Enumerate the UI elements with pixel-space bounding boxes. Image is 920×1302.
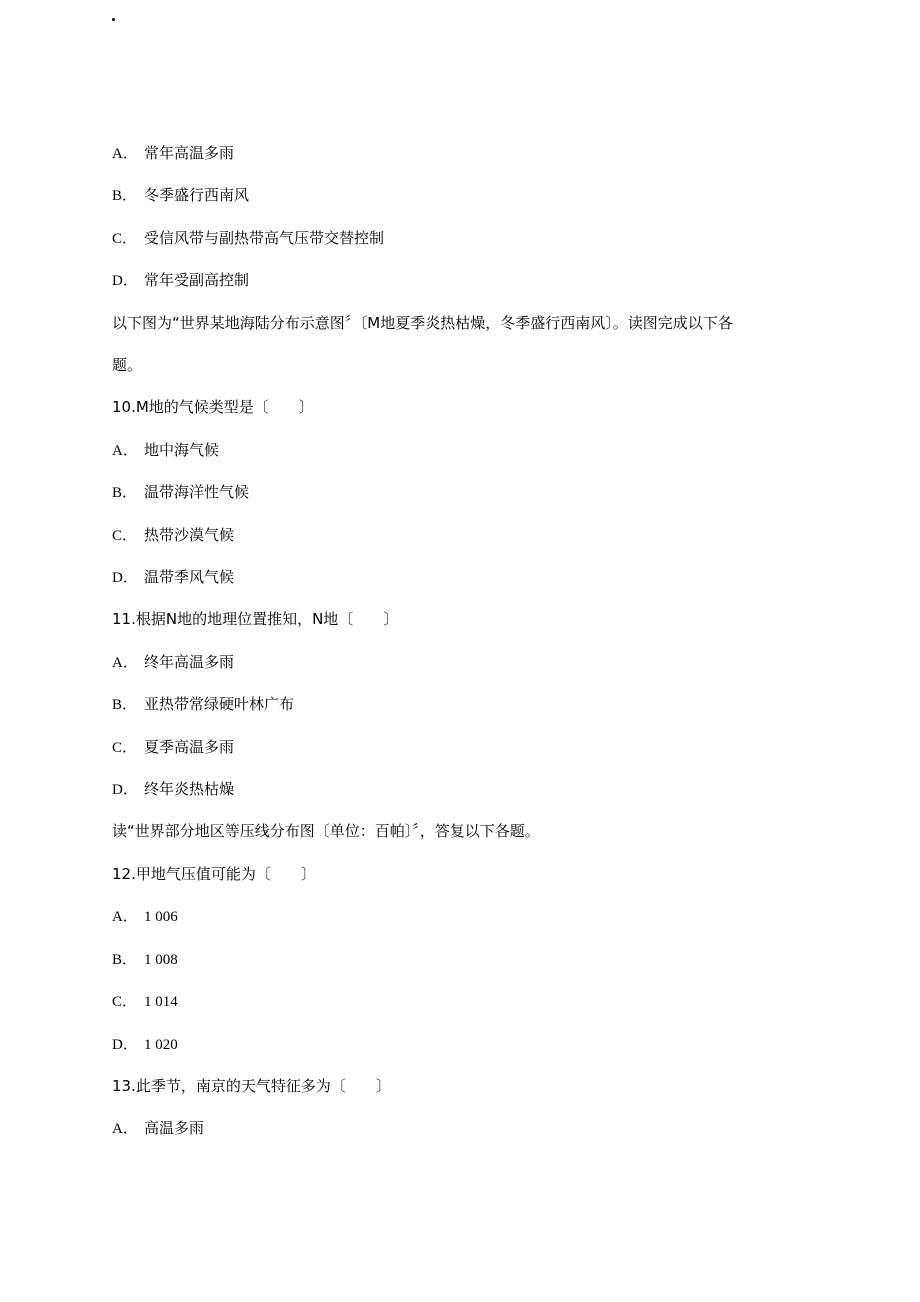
q12-stem: 12.甲地气压值可能为〔 〕 [112, 865, 316, 883]
q10-option-b [112, 482, 812, 503]
option-text: 高温多雨 [144, 1119, 205, 1137]
option-letter: C． [112, 528, 138, 544]
option-text: 常年受副高控制 [144, 271, 250, 289]
intro1-line2: 题。 [112, 356, 143, 374]
option-text: 夏季高温多雨 [144, 738, 235, 756]
option-text: 1 006 [144, 909, 178, 925]
option-letter: B． [112, 188, 138, 204]
option-letter: D． [112, 570, 138, 586]
header-dot [112, 18, 115, 21]
q11-option-d [112, 779, 812, 800]
option-text: 热带沙漠气候 [144, 526, 235, 544]
q11-option-a [112, 652, 812, 673]
q12-option-c [112, 991, 812, 1012]
option-text: 1 014 [144, 994, 178, 1010]
q10-option-a [112, 440, 812, 461]
q12-option-d [112, 1034, 812, 1055]
q12-option-b [112, 949, 812, 970]
q11-option-c [112, 737, 812, 758]
option-letter: D． [112, 782, 138, 798]
option-text: 冬季盛行西南风 [144, 186, 250, 204]
option-text: 地中海气候 [144, 441, 220, 459]
option-text: 温带海洋性气候 [144, 483, 250, 501]
option-letter: C． [112, 994, 138, 1010]
option-letter: A． [112, 146, 138, 162]
option-letter: A． [112, 655, 138, 671]
option-text: 终年炎热枯燥 [144, 780, 235, 798]
q9-option-c [112, 228, 812, 249]
intro2: 读“世界部分地区等压线分布图〔单位：百帕〕〞，答复以下各题。 [112, 822, 540, 840]
option-letter: D． [112, 273, 138, 289]
q12-option-a [112, 906, 812, 927]
q11-option-b [112, 694, 812, 715]
option-letter: D． [112, 1037, 138, 1053]
option-letter: B． [112, 485, 138, 501]
option-text: 常年高温多雨 [144, 144, 235, 162]
option-letter: C． [112, 231, 138, 247]
q9-option-b [112, 185, 812, 206]
q9-option-a [112, 143, 812, 164]
option-letter: A． [112, 1121, 138, 1137]
q11-stem: 11.根据N地的地理位置推知，N地〔 〕 [112, 610, 399, 628]
option-letter: A． [112, 909, 138, 925]
q10-stem: 10.M地的气候类型是〔 〕 [112, 398, 314, 416]
q10-option-d [112, 567, 812, 588]
q13-stem: 13.此季节，南京的天气特征多为〔 〕 [112, 1077, 391, 1095]
q10-option-c [112, 525, 812, 546]
option-letter: B． [112, 697, 138, 713]
option-text: 终年高温多雨 [144, 653, 235, 671]
option-letter: C． [112, 740, 138, 756]
option-text: 温带季风气候 [144, 568, 235, 586]
q9-option-d [112, 270, 812, 291]
option-text: 受信风带与副热带高气压带交替控制 [144, 229, 385, 247]
option-letter: B． [112, 952, 138, 968]
option-text: 1 020 [144, 1037, 178, 1053]
option-letter: A． [112, 443, 138, 459]
q13-option-a [112, 1118, 812, 1139]
option-text: 1 008 [144, 952, 178, 968]
intro1-line1: 以下图为“世界某地海陆分布示意图〞〔M地夏季炎热枯燥，冬季盛行西南风〕。读图完成以下各 [112, 314, 733, 332]
option-text: 亚热带常绿硬叶林广布 [144, 695, 295, 713]
